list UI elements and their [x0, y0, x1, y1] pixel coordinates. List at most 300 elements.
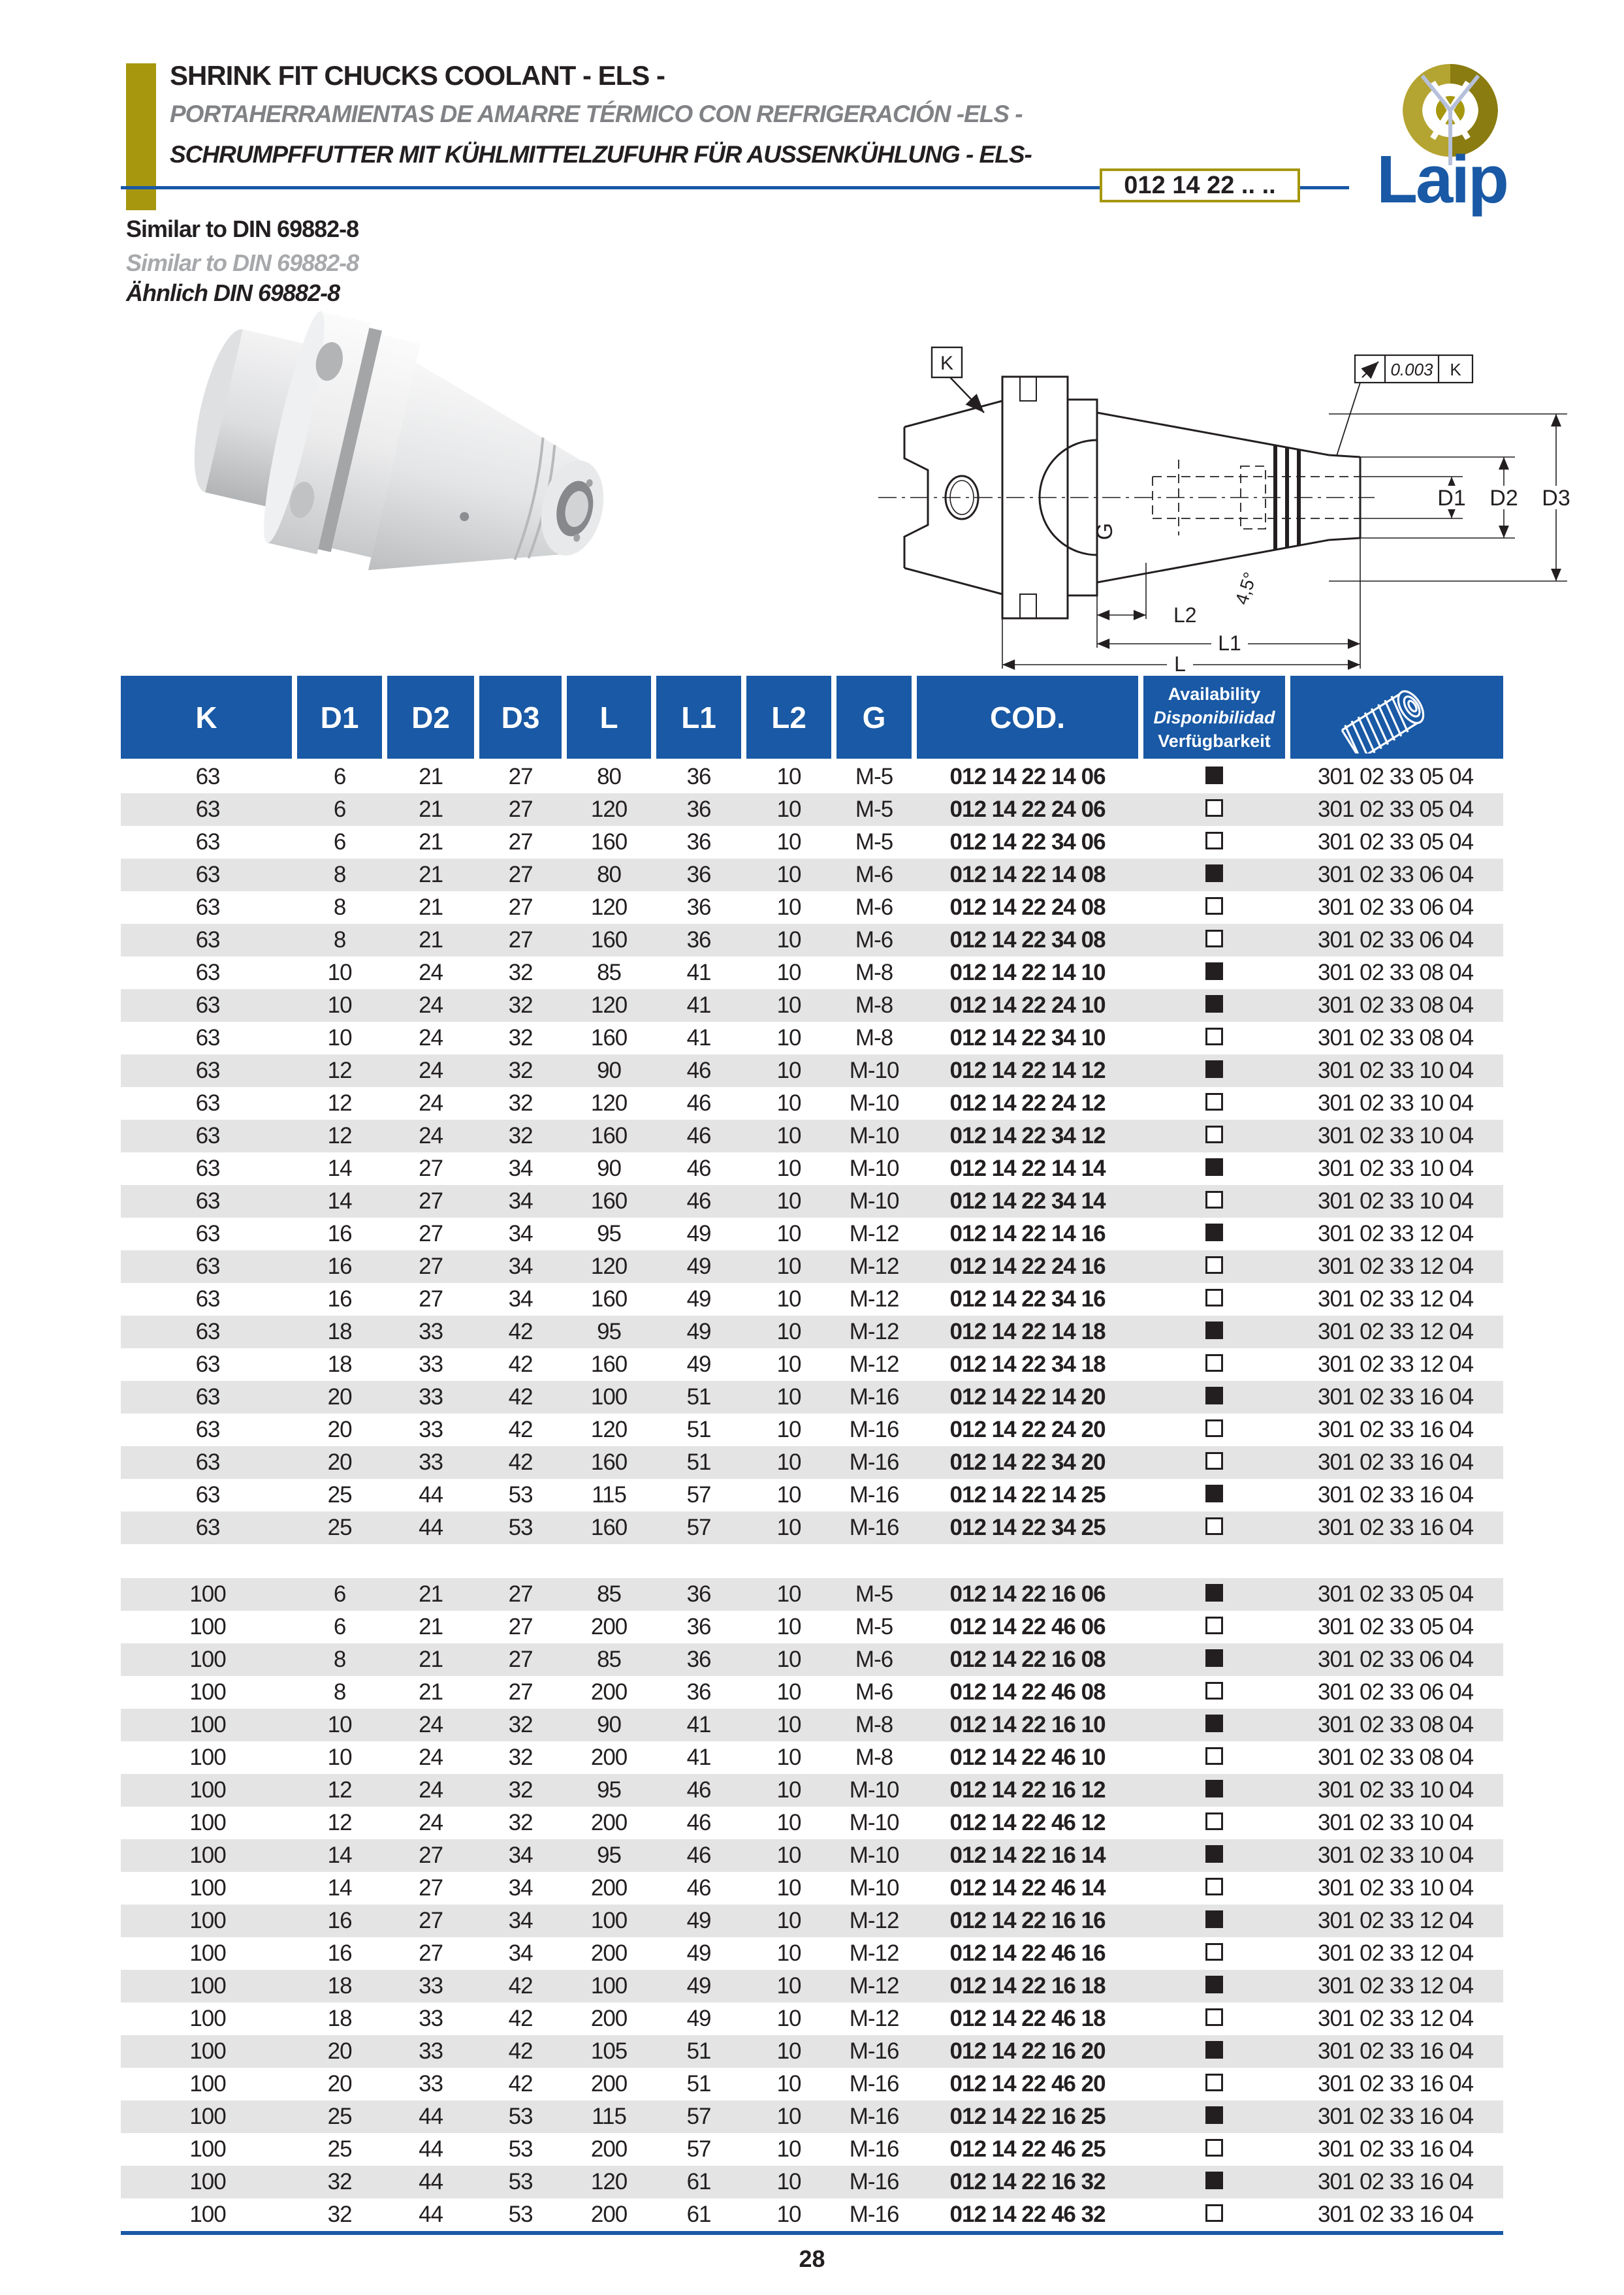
cell-screw-code: 301 02 33 12 04: [1318, 1221, 1474, 1246]
cell-availability: [1141, 894, 1288, 921]
cell-cod: 012 14 22 46 12: [949, 1810, 1106, 1835]
cell-screw-code: 301 02 33 12 04: [1318, 2006, 1474, 2031]
col-header-cod: COD.: [990, 700, 1066, 735]
cell-d2: 44: [419, 1482, 443, 1508]
cell-d1: 20: [327, 1449, 352, 1475]
cell-d2: 21: [419, 797, 443, 822]
cell-k: 63: [195, 862, 220, 887]
cell-l: 90: [597, 1712, 622, 1737]
cell-g: M-10: [849, 1810, 899, 1835]
cell-availability: [1141, 1810, 1288, 1836]
cell-d2: 21: [419, 764, 443, 789]
availability-square-empty: [1205, 1517, 1223, 1535]
cell-availability: [1141, 1254, 1288, 1280]
cell-l1: 49: [686, 1286, 711, 1312]
cell-l: 85: [597, 1647, 622, 1672]
cell-l2: 10: [776, 2006, 801, 2031]
cell-d2: 21: [419, 1679, 443, 1705]
cell-l2: 10: [776, 1482, 801, 1508]
availability-square-empty: [1205, 1028, 1223, 1045]
dimension-table: [121, 676, 1503, 2273]
cell-g: M-12: [849, 1940, 899, 1966]
cell-k: 63: [195, 829, 220, 855]
cell-l1: 51: [686, 2038, 711, 2064]
cell-l2: 10: [776, 894, 801, 920]
cell-g: M-16: [849, 2038, 899, 2064]
cell-d3: 42: [508, 1384, 533, 1410]
cell-cod: 012 14 22 46 32: [949, 2202, 1106, 2227]
cell-availability: [1141, 862, 1288, 888]
availability-square-empty: [1205, 1878, 1223, 1895]
drawing-label-d3: D3: [1542, 486, 1570, 511]
cell-screw-code: 301 02 33 08 04: [1318, 992, 1474, 1018]
cell-l2: 10: [776, 1745, 801, 1770]
table-row: [121, 2166, 1503, 2198]
cell-d1: 12: [327, 1810, 352, 1835]
cell-screw-code: 301 02 33 12 04: [1318, 1973, 1474, 1999]
cell-screw-code: 301 02 33 10 04: [1318, 1058, 1474, 1083]
header-rule-right: [1300, 186, 1349, 189]
cell-cod: 012 14 22 34 18: [949, 1352, 1106, 1377]
col-header-l2: L2: [771, 700, 806, 735]
cell-l1: 49: [686, 1319, 711, 1344]
cell-l: 160: [590, 829, 628, 855]
cell-d3: 42: [508, 1973, 533, 1999]
cell-g: M-12: [849, 1221, 899, 1246]
cell-l: 85: [597, 1581, 622, 1607]
cell-d3: 32: [508, 1123, 533, 1148]
cell-availability: [1141, 2006, 1288, 2032]
cell-d1: 20: [327, 2038, 352, 2064]
table-row: [121, 1643, 1503, 1676]
cell-l2: 10: [776, 1090, 801, 1116]
cell-d3: 34: [508, 1940, 533, 1966]
availability-square-empty: [1205, 1093, 1223, 1111]
cell-k: 100: [189, 1940, 226, 1966]
cell-d1: 10: [327, 1025, 352, 1051]
cell-cod: 012 14 22 16 25: [949, 2104, 1106, 2129]
availability-square-filled: [1205, 1976, 1223, 1993]
table-row: [121, 2068, 1503, 2100]
availability-square-empty: [1205, 832, 1223, 849]
page-number: 28: [799, 2245, 825, 2272]
cell-cod: 012 14 22 34 20: [949, 1449, 1106, 1475]
cell-l1: 36: [686, 1581, 711, 1607]
table-row: [121, 2035, 1503, 2068]
table-row: [121, 1839, 1503, 1872]
cell-d3: 32: [508, 1058, 533, 1083]
cell-availability: [1141, 1482, 1288, 1508]
cell-l2: 10: [776, 1188, 801, 1214]
cell-d3: 53: [508, 2104, 533, 2129]
availability-square-empty: [1205, 1256, 1223, 1274]
col-header-g: G: [862, 700, 886, 735]
cell-l1: 49: [686, 1352, 711, 1377]
cell-availability: [1141, 1647, 1288, 1673]
cell-k: 63: [195, 1221, 220, 1246]
cell-k: 63: [195, 1515, 220, 1540]
cell-k: 63: [195, 1123, 220, 1148]
cell-cod: 012 14 22 14 20: [949, 1384, 1106, 1410]
cell-l2: 10: [776, 1221, 801, 1246]
page-title-german: SCHRUMPFFUTTER MIT KÜHLMITTELZUFUHR FÜR AUSSENKÜHLUNG - ELS-: [170, 141, 1032, 168]
cell-d2: 27: [419, 1156, 443, 1181]
table-row: [121, 924, 1503, 957]
cell-l2: 10: [776, 764, 801, 789]
cell-d2: 44: [419, 1515, 443, 1540]
cell-g: M-10: [849, 1058, 899, 1083]
cell-d1: 6: [333, 764, 346, 789]
availability-square-filled: [1205, 767, 1223, 784]
table-header: [121, 676, 1503, 759]
cell-d1: 8: [333, 894, 346, 920]
cell-l: 85: [597, 960, 622, 985]
cell-l2: 10: [776, 960, 801, 985]
cell-l2: 10: [776, 1810, 801, 1835]
cell-l: 200: [590, 1875, 628, 1901]
cell-k: 100: [189, 1843, 226, 1868]
cell-availability: [1141, 1156, 1288, 1182]
availability-square-filled: [1205, 864, 1223, 882]
cell-k: 63: [195, 1352, 220, 1377]
cell-d1: 10: [327, 1712, 352, 1737]
cell-k: 63: [195, 1319, 220, 1344]
cell-l1: 36: [686, 1614, 711, 1639]
cell-k: 63: [195, 1417, 220, 1442]
availability-square-empty: [1205, 1126, 1223, 1143]
cell-l1: 46: [686, 1810, 711, 1835]
drawing-label-l1: L1: [1218, 631, 1241, 655]
cell-d2: 27: [419, 1843, 443, 1868]
cell-cod: 012 14 22 14 18: [949, 1319, 1106, 1344]
cell-d2: 33: [419, 1973, 443, 1999]
availability-square-empty: [1205, 1191, 1223, 1209]
cell-g: M-12: [849, 2006, 899, 2031]
cell-d2: 44: [419, 2104, 443, 2129]
cell-g: M-16: [849, 1417, 899, 1442]
cell-d2: 44: [419, 2169, 443, 2194]
cell-screw-code: 301 02 33 05 04: [1318, 1581, 1474, 1607]
cell-availability: [1141, 1515, 1288, 1541]
cell-cod: 012 14 22 46 08: [949, 1679, 1106, 1705]
cell-cod: 012 14 22 24 10: [949, 992, 1106, 1018]
cell-d3: 42: [508, 2038, 533, 2064]
cell-k: 63: [195, 1025, 220, 1051]
cell-l1: 49: [686, 1254, 711, 1279]
cell-l1: 51: [686, 1449, 711, 1475]
cell-d1: 18: [327, 2006, 352, 2031]
table-row: [121, 1381, 1503, 1414]
cell-l2: 10: [776, 1973, 801, 1999]
table-row: [121, 1120, 1503, 1152]
cell-availability: [1141, 1777, 1288, 1803]
cell-screw-code: 301 02 33 06 04: [1318, 894, 1474, 920]
cell-l2: 10: [776, 1940, 801, 1966]
cell-g: M-6: [855, 862, 893, 887]
availability-square-empty: [1205, 897, 1223, 915]
cell-k: 100: [189, 1712, 226, 1737]
table-body: [121, 761, 1503, 2231]
cell-l: 90: [597, 1058, 622, 1083]
cell-l1: 36: [686, 927, 711, 953]
table-section-k100: [121, 1578, 1503, 2231]
table-row: [121, 1185, 1503, 1218]
cell-k: 100: [189, 2169, 226, 2194]
cell-cod: 012 14 22 34 16: [949, 1286, 1106, 1312]
cell-availability: [1141, 1875, 1288, 1901]
cell-l: 160: [590, 1286, 628, 1312]
cell-availability: [1141, 1286, 1288, 1312]
cell-cod: 012 14 22 16 20: [949, 2038, 1106, 2064]
cell-g: M-5: [855, 829, 893, 855]
cell-screw-code: 301 02 33 10 04: [1318, 1188, 1474, 1214]
cell-d1: 12: [327, 1090, 352, 1116]
cell-l1: 57: [686, 2136, 711, 2162]
cell-l1: 57: [686, 2104, 711, 2129]
cell-d3: 53: [508, 1515, 533, 1540]
din-reference-es: Similar to DIN 69882-8: [126, 249, 359, 276]
cell-g: M-10: [849, 1843, 899, 1868]
cell-availability: [1141, 1712, 1288, 1738]
table-row: [121, 2100, 1503, 2133]
availability-square-empty: [1205, 2008, 1223, 2026]
cell-k: 100: [189, 2202, 226, 2227]
availability-square-filled: [1205, 995, 1223, 1013]
cell-screw-code: 301 02 33 10 04: [1318, 1843, 1474, 1868]
availability-square-empty: [1205, 1747, 1223, 1765]
cell-l: 120: [590, 992, 628, 1018]
cell-l: 160: [590, 1515, 628, 1540]
table-row: [121, 2002, 1503, 2035]
cell-cod: 012 14 22 46 06: [949, 1614, 1106, 1639]
cell-g: M-5: [855, 1581, 893, 1607]
cell-k: 100: [189, 2071, 226, 2097]
cell-d1: 12: [327, 1058, 352, 1083]
table-row: [121, 826, 1503, 859]
cell-d3: 34: [508, 1188, 533, 1214]
availability-square-filled: [1205, 1060, 1223, 1078]
cell-cod: 012 14 22 46 25: [949, 2136, 1106, 2162]
cell-cod: 012 14 22 46 10: [949, 1745, 1106, 1770]
cell-d3: 27: [508, 1614, 533, 1639]
cell-screw-code: 301 02 33 16 04: [1318, 1417, 1474, 1442]
cell-d2: 27: [419, 1286, 443, 1312]
table-section-k63: [121, 761, 1503, 1544]
cell-l2: 10: [776, 797, 801, 822]
series-code-box: 012 14 22 .. ..: [1100, 168, 1300, 202]
table-bottom-rule: [121, 2231, 1503, 2235]
cell-g: M-5: [855, 1614, 893, 1639]
cell-d1: 10: [327, 992, 352, 1018]
cell-l: 200: [590, 1810, 628, 1835]
cell-cod: 012 14 22 34 14: [949, 1188, 1106, 1214]
cell-d3: 42: [508, 1417, 533, 1442]
availability-square-filled: [1205, 2041, 1223, 2059]
cell-l2: 10: [776, 2169, 801, 2194]
cell-l2: 10: [776, 1908, 801, 1933]
cell-k: 63: [195, 797, 220, 822]
cell-d1: 16: [327, 1908, 352, 1933]
cell-l2: 10: [776, 927, 801, 953]
cell-l: 200: [590, 2202, 628, 2227]
cell-d2: 27: [419, 1254, 443, 1279]
cell-screw-code: 301 02 33 05 04: [1318, 829, 1474, 855]
table-row: [121, 2133, 1503, 2166]
col-header-d1: D1: [320, 700, 359, 735]
cell-d1: 25: [327, 2104, 352, 2129]
technical-drawing: [872, 302, 1590, 671]
cell-screw-code: 301 02 33 06 04: [1318, 1679, 1474, 1705]
cell-cod: 012 14 22 14 25: [949, 1482, 1106, 1508]
cell-l1: 57: [686, 1515, 711, 1540]
cell-k: 63: [195, 992, 220, 1018]
cell-d1: 16: [327, 1254, 352, 1279]
cell-l1: 51: [686, 1384, 711, 1410]
cell-g: M-12: [849, 1908, 899, 1933]
cell-g: M-8: [855, 1712, 893, 1737]
cell-cod: 012 14 22 14 06: [949, 764, 1106, 789]
cell-l: 160: [590, 927, 628, 953]
availability-square-empty: [1205, 1812, 1223, 1830]
cell-d1: 10: [327, 1745, 352, 1770]
availability-square-empty: [1205, 799, 1223, 817]
cell-d3: 42: [508, 2006, 533, 2031]
page-title: SHRINK FIT CHUCKS COOLANT - ELS -: [170, 60, 665, 91]
cell-d3: 34: [508, 1156, 533, 1181]
table-row: [121, 891, 1503, 924]
cell-k: 63: [195, 1090, 220, 1116]
cell-k: 100: [189, 1745, 226, 1770]
col-header-l1: L1: [681, 700, 716, 735]
cell-l1: 46: [686, 1875, 711, 1901]
cell-l2: 10: [776, 1025, 801, 1051]
cell-cod: 012 14 22 34 12: [949, 1123, 1106, 1148]
cell-l: 115: [592, 2104, 626, 2129]
cell-cod: 012 14 22 34 10: [949, 1025, 1106, 1051]
cell-l: 90: [597, 1156, 622, 1181]
cell-d2: 24: [419, 1123, 443, 1148]
availability-square-empty: [1205, 1354, 1223, 1372]
cell-d1: 16: [327, 1940, 352, 1966]
cell-availability: [1141, 2202, 1288, 2228]
drawing-label-l: L: [1174, 652, 1186, 671]
availability-square-empty: [1205, 1943, 1223, 1961]
cell-k: 63: [195, 927, 220, 953]
table-row: [121, 1054, 1503, 1087]
cell-l: 160: [590, 1449, 628, 1475]
tolerance-value: 0.003: [1390, 360, 1433, 379]
cell-d3: 27: [508, 797, 533, 822]
cell-l1: 46: [686, 1843, 711, 1868]
din-reference-de: Ähnlich DIN 69882-8: [126, 279, 340, 306]
availability-square-filled: [1205, 1649, 1223, 1667]
table-row: [121, 1512, 1503, 1544]
cell-g: M-8: [855, 1745, 893, 1770]
cell-k: 100: [189, 2006, 226, 2031]
cell-k: 63: [195, 1188, 220, 1214]
cell-screw-code: 301 02 33 16 04: [1318, 1515, 1474, 1540]
cell-d1: 18: [327, 1973, 352, 1999]
cell-l: 100: [590, 1973, 628, 1999]
cell-availability: [1141, 1745, 1288, 1771]
cell-l2: 10: [776, 1123, 801, 1148]
cell-d1: 16: [327, 1221, 352, 1246]
cell-screw-code: 301 02 33 06 04: [1318, 1647, 1474, 1672]
cell-d2: 33: [419, 1352, 443, 1377]
cell-availability: [1141, 1025, 1288, 1051]
cell-availability: [1141, 1417, 1288, 1443]
cell-k: 100: [189, 1810, 226, 1835]
cell-cod: 012 14 22 24 20: [949, 1417, 1106, 1442]
cell-cod: 012 14 22 16 06: [949, 1581, 1106, 1607]
cell-g: M-12: [849, 1973, 899, 1999]
tolerance-datum: K: [1450, 360, 1461, 379]
cell-availability: [1141, 1581, 1288, 1607]
availability-square-filled: [1205, 1224, 1223, 1241]
cell-cod: 012 14 22 16 32: [949, 2169, 1106, 2194]
cell-d2: 24: [419, 1058, 443, 1083]
cell-l2: 10: [776, 1156, 801, 1181]
cell-l2: 10: [776, 1286, 801, 1312]
availability-square-filled: [1205, 1845, 1223, 1863]
cell-l1: 49: [686, 1908, 711, 1933]
availability-square-empty: [1205, 930, 1223, 947]
availability-square-empty: [1205, 1682, 1223, 1700]
cell-screw-code: 301 02 33 08 04: [1318, 1025, 1474, 1051]
table-row: [121, 1152, 1503, 1185]
cell-l: 200: [590, 2071, 628, 2097]
cell-d1: 20: [327, 1384, 352, 1410]
cell-screw-code: 301 02 33 10 04: [1318, 1810, 1474, 1835]
cell-l1: 41: [686, 1712, 711, 1737]
cell-l: 120: [590, 1417, 628, 1442]
cell-d3: 32: [508, 992, 533, 1018]
table-row: [121, 1709, 1503, 1741]
page-title-spanish: PORTAHERRAMIENTAS DE AMARRE TÉRMICO CON REFRIGERACIÓN -ELS -: [170, 101, 1023, 127]
cell-k: 100: [189, 1679, 226, 1705]
cell-availability: [1141, 1384, 1288, 1410]
cell-cod: 012 14 22 24 06: [949, 797, 1106, 822]
cell-k: 100: [189, 1908, 226, 1933]
cell-g: M-16: [849, 2202, 899, 2227]
cell-l: 95: [597, 1221, 622, 1246]
cell-d2: 27: [419, 1188, 443, 1214]
cell-d3: 32: [508, 1810, 533, 1835]
cell-d2: 33: [419, 1417, 443, 1442]
section-gap: [121, 1544, 1503, 1578]
cell-k: 63: [195, 1482, 220, 1508]
cell-availability: [1141, 764, 1288, 790]
cell-cod: 012 14 22 16 10: [949, 1712, 1106, 1737]
table-row: [121, 957, 1503, 989]
runout-symbol-icon: [1362, 362, 1378, 377]
availability-square-empty: [1205, 1419, 1223, 1437]
cell-d3: 32: [508, 1745, 533, 1770]
cell-l: 100: [590, 1908, 628, 1933]
cell-l: 80: [597, 862, 622, 887]
cell-d1: 25: [327, 1515, 352, 1540]
cell-l1: 36: [686, 1679, 711, 1705]
col-header-k: K: [195, 700, 217, 735]
cell-d2: 33: [419, 1449, 443, 1475]
cell-g: M-10: [849, 1777, 899, 1803]
col-header-screw: [1290, 676, 1503, 759]
din-reference-en: Similar to DIN 69882-8: [126, 215, 359, 242]
cell-l: 200: [590, 1940, 628, 1966]
cell-availability: [1141, 1843, 1288, 1869]
cell-l2: 10: [776, 1254, 801, 1279]
cell-screw-code: 301 02 33 16 04: [1318, 2104, 1474, 2129]
